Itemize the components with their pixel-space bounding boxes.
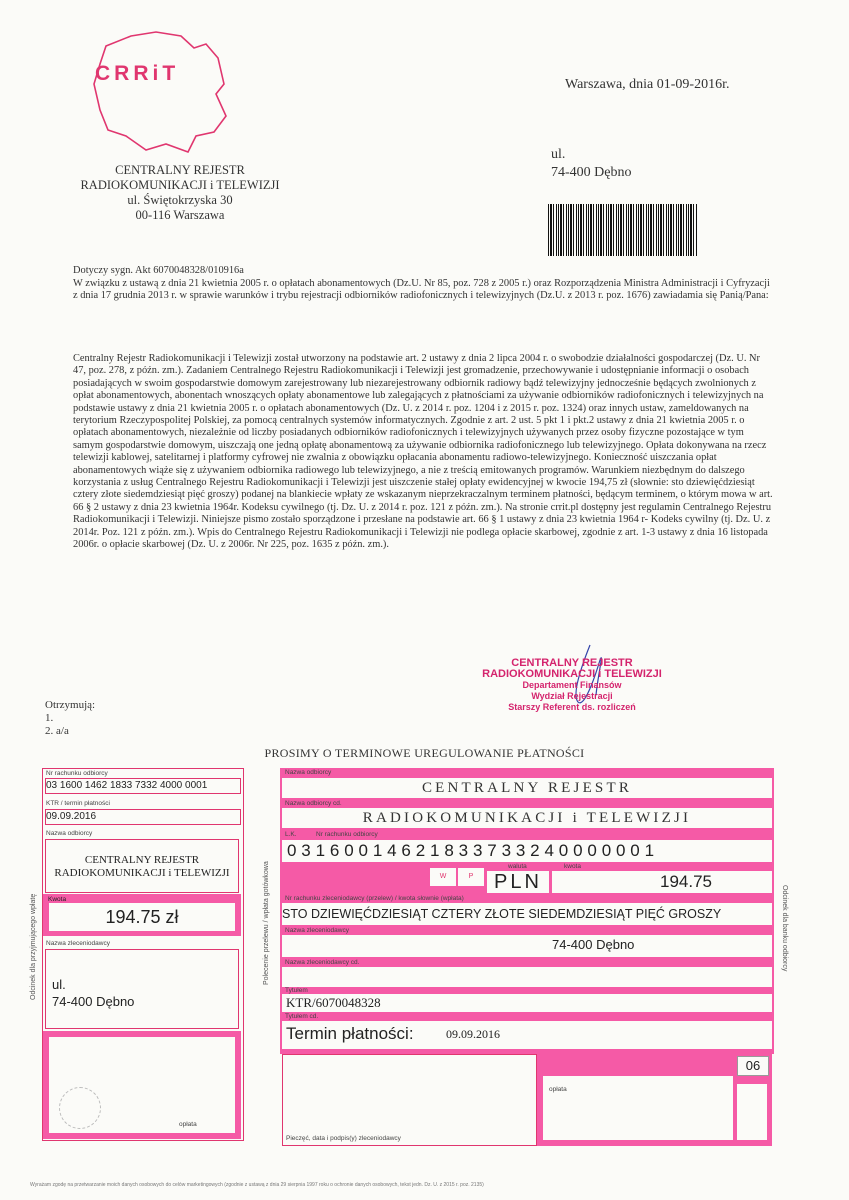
fee-box [49,1037,235,1133]
recipients-label: Otrzymują: [45,699,96,711]
recipient-address [551,146,632,182]
due-date: 09.09.2016 [45,809,241,825]
title-cont-field [282,1021,772,1049]
sender-line: 00-116 Warszawa [135,208,225,222]
letter-reference: Dotyczy sygn. Akt 6070048328/010916a [73,265,244,276]
amount-area [43,894,241,936]
payee-line-1: CENTRALNY REJESTR [282,778,772,798]
bank-side-label: Odcinek dla banku odbiorcy [781,885,788,972]
fee-area [537,1054,772,1146]
payment-heading: PROSIMY O TERMINOWE UREGULOWANIE PŁATNOŚCI [264,746,585,760]
stamp-line: CENTRALNY REJESTR [511,657,633,669]
letter-date: Warszawa, dnia 01-09-2016r. [565,77,730,92]
payer-cont-field [282,967,772,987]
sender-line: RADIOKOMUNIKACJI i TELEWIZJI [80,178,280,192]
amount-value: 194.75 [552,871,772,893]
payer-label: Nazwa zleceniodawcy [46,940,110,947]
wp-w: W [430,868,456,886]
title-field: KTR/6070048328 [282,994,772,1012]
recipient-street: ul. [551,147,566,162]
payee-line-2: RADIOKOMUNIKACJI i TELEWIZJI [282,808,772,828]
amount-words: STO DZIEWIĘĆDZIESIĄT CZTERY ZŁOTE SIEDEMDZIESIĄT PIĘĆ GROSZY [282,903,772,925]
department-stamp [467,658,677,713]
account-number: 03 1600 1462 1833 7332 4000 0001 [45,778,241,794]
payee-label: Nazwa odbiorcy [285,769,332,776]
footer-consent: Wyrażam zgodę na przetwarzanie moich danych osobowych do celów marketingowych (zgodnie z ustawą z dnia 29 sierpnia 1997 roku o ochronie danych osobowych, tekst jedn. Dz. U. z 2015 r. poz. 2135) [30,1182,484,1188]
counterfoil-side-label: Odcinek dla przyjmującego wpłatę [30,893,37,1000]
logo-text: CRRiT [95,62,180,85]
payer-street: ul. [52,977,66,992]
letter-body: Centralny Rejestr Radiokomunikacji i Telewizji został utworzony na podstawie art. 2 ustawy z dnia 2 lipca 2004 r. o swobodzie działalności gospodarczej (Dz. U. Nr 47, poz. 278, z późn. zm.). Zadaniem Centralnego Rejestru Radiokomunikacji i Telewizji jest gromadzenie, przechowywanie i udostępnianie informacji o osobach posiadających w swoim gospodarstwie domowym zarejestrowany lub niezarejestrowany odbiornik radiowy bądź telewizyjny jednocześnie będących zwolnionych z opłat abonamentowych, abonentach wnoszących opłaty abonamentowe lub zalegających z płatnościami za używanie odbiorników radiofonicznych i telewizyjnych na podstawie ustawy z dnia 21 kwietnia 2005 r. o opłatach abonamentowych (Dz. U. z 2014 r. poz. 1204 i z 2015 r. poz. 1324) oraz innych ustaw, zameldowanych na terytorium Rzeczypospolitej Polskiej, za pomocą centralnych systemów informatycznych. Zgodnie z art. 2 ust. 5 pkt 1 i pkt.2 ustawy z dnia 21 kwietnia 2005 r. o opłatach abonamentowych, niezależnie od liczby posiadanych odbiorników radiofonicznych i telewizyjnych używanych przez osoby fizyczne pozostające w tym samym gospodarstwie domowym, uiszczają one jedną opłatę abonamentową za używanie odbiornika radiofonicznego lub telewizyjnego. Opłata dokonywana na rzecz telewizji kablowej, satelitarnej i platformy cyfrowej nie zwalnia z obowiązku opłacania abonamentu radiowo-telewizyjnego. Konieczność uiszczania opłat abonamentowych wiąże się z używaniem odbiornika radiowego lub telewizyjnego, a nie z treścią emitowanych programów. Warunkiem niezbędnym do dalszego korzystania z usług Centralnego Rejestru Radiokomunikacji i Telewizji jest uiszczenie stałej opłaty ewidencyjnej w kwocie 194,75 zł (słownie: sto dziewięćdziesiąt cztery złote siedemdziesiąt pięć groszy) podanej na blankiecie wpłaty ze wskazanym nieprzekraczalnym terminem płatności, będącym terminem, o którym mowa w art. 66 § 2 ustawy z dnia 23 kwietnia 1964r. Kodeksu cywilnego (tj. Dz. U. z 2014 r. poz. 121 z późn. zm.). Na stronie crrit.pl dostępny jest regulamin Centralnego Rejestru Radiokomunikacji i Telewizji. Niniejsze pismo zostało sporządzone i przesłane na podstawie art. 66 § 1 ustawy z dnia 23 kwietnia 1964 r- Kodeks cywilny (tj. Dz. U. z 2014r. Poz. 121 z późn. zm.). Wpis do Centralnego Rejestru Radiokomunikacji i Telewizji nie podlega opłacie skarbowej, zgodnie z art. 1-3 ustawy z dnia 16 listopada 2006r. o opłacie skarbowej (Dz. U. z 2006r. Nr 225, poz. 1635 z późn. zm.). [73,353,773,551]
payee-line: RADIOKOMUNIKACJI i TELEWIZJI [54,867,230,879]
main-slip-side-label: Polecenie przelewu / wpłata gotówkowa [263,861,270,985]
currency-value: PLN [487,871,549,893]
account-field [282,840,772,862]
stamp-line: Departament Finansów [522,680,622,690]
fee-box [543,1076,733,1140]
due-label: KTR / termin płatności [46,800,110,807]
recipient-city: 74-400 Dębno [551,165,632,180]
account-label: Nr rachunku odbiorcy [46,770,108,777]
title-cont-label: Tytułem cd. [285,1013,319,1020]
account-digits: 03160014621833733240000001 [287,841,659,860]
stamp-line: Wydział Rejestracji [531,691,613,701]
payee-box [45,839,239,893]
title-label: Tytułem [285,987,308,994]
counterfoil-slip [42,768,244,1141]
recipients-list [45,699,95,738]
recipients-item: 1. [45,712,54,724]
due-text: Termin płatności: [286,1024,414,1043]
logo [86,24,236,159]
payee-label: Nazwa odbiorcy [46,830,93,837]
signature-label: Pieczęć, data i podpis(y) zleceniodawcy [286,1135,401,1142]
blank-box [737,1084,767,1140]
payer-city: 74-400 Dębno [52,994,135,1009]
fee-area [43,1031,241,1139]
poland-map-icon [86,24,236,159]
sender-address [40,163,320,223]
fee-label: opłata [179,1121,197,1128]
amount-label: Kwota [48,896,67,903]
payee-cont-label: Nazwa odbiorcy cd. [285,800,342,807]
slip-code: 06 [737,1056,769,1076]
payer-field [282,935,772,957]
due-date: 09.09.2016 [446,1027,500,1041]
stamp-line: Starszy Referent ds. rozliczeń [508,702,636,712]
letter-intro: W związku z ustawą z dnia 21 kwietnia 2005 r. o opłatach abonamentowych (Dz.U. Nr 85, poz. 728 z 2005 r.) oraz Rozporządzenia Ministra Administracji i Cyfryzacji z dnia 17 grudnia 2013 r. w sprawie warunków i trybu rejestracji odbiorników radiofonicznych i telewizyjnych (Dz.U. z 2013 r. poz. 1676) zawiadamia się Panią/Pana: [73,278,770,302]
payer-label: Nazwa zleceniodawcy [285,927,349,934]
fee-label: opłata [549,1086,567,1093]
amount-value: 194.75 zł [49,903,235,931]
payee-line: CENTRALNY REJESTR [84,854,200,866]
sender-line: ul. Świętokrzyska 30 [127,193,233,207]
signature-box [282,1054,537,1146]
stamp-line: RADIOKOMUNIKACJI i TELEWIZJI [482,668,662,680]
sender-line: CENTRALNY REJESTR [115,163,245,177]
barcode-icon [548,204,698,256]
wp-p: P [458,868,484,886]
currency-label: waluta [508,863,527,870]
lk-label: L.K. [285,831,297,838]
payment-order-slip [282,768,772,1148]
payer-box [45,949,239,1029]
payer-cont-label: Nazwa zleceniodawcy cd. [285,959,360,966]
amount-words-label: Nr rachunku zleceniodawcy (przelew) / kwota słownie (wpłata) [285,895,464,902]
account-label: Nr rachunku odbiorcy [316,831,378,838]
payer-city: 74-400 Dębno [552,937,635,952]
amount-label: kwota [564,863,581,870]
recipients-item: 2. a/a [45,725,69,737]
stamp-circle-icon [59,1087,101,1129]
